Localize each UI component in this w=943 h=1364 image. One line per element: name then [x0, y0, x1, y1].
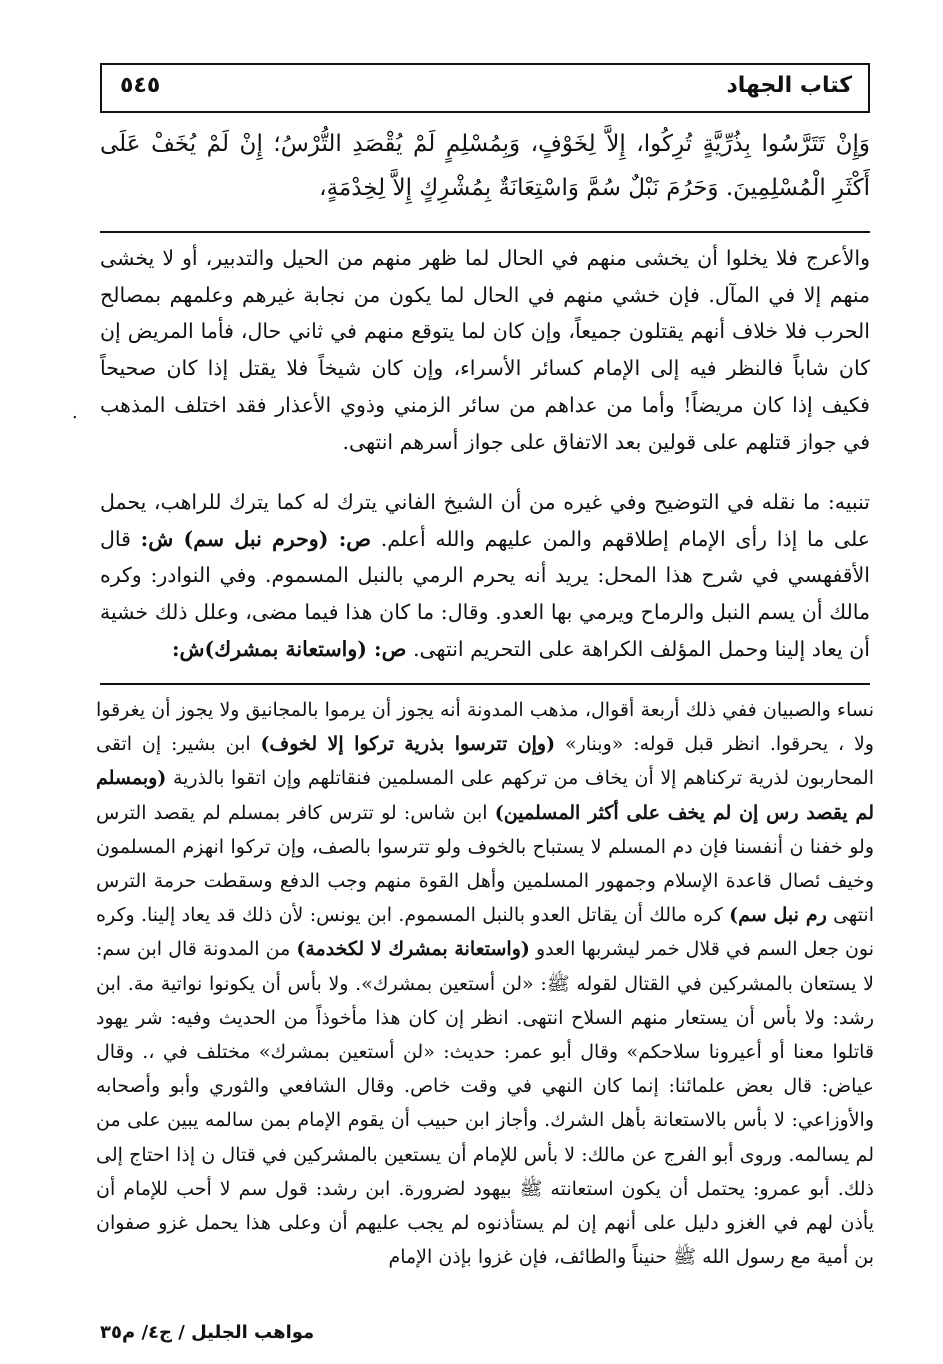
gloss-text-5: من المدونة قال ابن سم: لا يستعان بالمشركين في القتال لقوله ﷺ: «لن أستعين بمشرك». ولا بأس أن يكونوا نواتية مة. ابن رشد: ولا بأس أن يستعار منهم السلاح انتهى. انظر إن كان هذا مأخوذاً من الحديث وفيه: شر يهود قاتلوا معنا أو أعيرونا سلاحكم» وقال أبو عمر: حديث: «لن أستعين بمشرك» مختلف في ،. وقال عياض: قال بعض علمائنا: إنما كان النهي في وقت خاص. وقال الشافعي والثوري وأبو وأصحابه والأوزاعي: لا بأس بالاستعانة بأهل الشرك. وأجاز ابن حبيب أن يقوم الإمام بمن سالمه يبين على من لم يسالمه. وروى أبو الفرج عن مالك: لا بأس للإمام أن يستعين بالمشركين في قتال ن إذا احتاج إلى ذلك. أبو عمرو: يحتمل أن يكون استعانته ﷺ بيهود لضرورة. ابن رشد: قول سم لا أحب للإمام أن يأذن لهم في الغزو دليل على أنهم إن لم يستأذنوه لم يجب عليهم أن وعلى هذا يحمل غزو صفوان بن أمية مع رسول الله ﷺ حنيناً والطائف، فإن غزوا بإذن الإمام — [96, 938, 874, 1269]
gloss-quote-4: (واستعانة بمشرك لا لكخدمة) — [296, 938, 530, 961]
divider-top — [100, 231, 870, 233]
note-text-1: تنبيه: ما نقله في التوضيح وفي غيره من أن الشيخ الفاني يترك له كما يترك للراهب، يحمل على ما إذا رأى الإمام إطلاقهم والمن عليهم والله أعلم. — [100, 490, 871, 551]
note-text-2: قال الأقفهسي في شرح هذا المحل: يريد أنه يحرم الرمي بالنبل المسموم. وفي النوادر: وكره مالك أن يسم النبل والرماح ويرمي بها العدو. وقال: ما كان هذا فيما مضى، وعلل ذلك خشية أن يعاد إلينا وحمل المؤلف الكراهة على التحريم انتهى. — [100, 526, 870, 661]
commentary-paragraph-3 — [96, 693, 874, 1274]
gloss-text-2: ابن بشير: إن اتقى المحاربون لذرية تركناهم إلا أن يخاف من تركهم على المسلمين فنقاتلهم وإن اتقوا بالذرية — [96, 733, 874, 790]
gloss-text-3: ابن شاس: لو تترس كافر بمسلم لم يقصد الترس ولو خفنا ن أنفسنا فإن دم المسلم لا يستباح بالخوف ولو تترسوا بالصف، وإن تركوا انهزم المسلمون وخيف ئصال قاعدة الإسلام وجمهور المسلمين وأهل القوة منهم وجب الدفع وسقطت حرمة الترس انتهى — [96, 801, 874, 927]
gloss-text-4: كره مالك أن يقاتل العدو بالنبل المسموم. ابن يونس: لأن ذلك قد يعاد إلينا. وكره نون جعل السم في قلال خمر ليشربها العدو — [96, 904, 874, 961]
main-text: وَإِنْ تَتَرَّسُوا بِذُرِّيَّةٍ تُرِكُوا، إِلاَّ لِخَوْفٍ، وَبِمُسْلِمٍ لَمْ يُقْصَدِ التُّرْسُ؛ إِنْ لَمْ يُخَفْ عَلَى أَكْثَرِ الْمُسْلِمِينَ. وَحَرُمَ نَبْلٌ سُمَّ وَاسْتِعَانَةٌ بِمُشْرِكٍ إِلاَّ لِخِدْمَةٍ، — [100, 131, 870, 201]
chapter-title: كتاب الجهاد — [726, 73, 852, 98]
gloss-quote-1: (وإن تترسوا بذرية تركوا إلا لخوف) — [260, 733, 556, 756]
gloss-quote-2: (وبمسلم لم يقصد رس إن لم يخف على أكثر المسلمين) — [96, 767, 874, 824]
page-number: ٥٤٥ — [120, 73, 161, 98]
commentary-paragraph-2 — [100, 484, 870, 668]
commentary-paragraph-1: والأعرج فلا يخلوا أن يخشى منهم في الحال لما ظهر منهم من الحيل والتدبير، أو لا يخشى منهم إلا في المآل. فإن خشي منهم في الحال لما يكون من نجابة غيرهم وعلمهم بمصالح الحرب فلا خلاف أنهم يقتلون جميعاً، وإن كان لما يتوقع منهم في ثاني حال، فأما المريض إن كان شاباً فالنظر فيه إلى الإمام كسائر الأسراء، وإن كان شيخاً فلا يقتل إذا كان صحيحاً فكيف إذا كان مريضاً! وأما من عداهم من سائر الزمني وذوي الأعذار فقد اختلف المذهب في جواز قتلهم على قولين بعد الاتفاق على جواز أسرهم انتهى. — [100, 246, 870, 454]
divider-bottom — [100, 683, 870, 685]
gloss-quote-3: رم نبل سم) — [729, 904, 827, 927]
gloss-text-1: نساء والصبيان ففي ذلك أربعة أقوال، مذهب المدونة أنه يجوز أن يرموا بالمجانيق ولا يجوز أن يغرقوا ولا ، يحرقوا. انظر قبل قوله: «وبنار» — [96, 699, 874, 756]
margin-mark: . — [72, 402, 78, 423]
page-footer: مواهب الجليل / ج٤/ م٣٥ — [100, 1322, 315, 1343]
quote-label-2: ص: (واستعانة بمشرك)ش: — [171, 636, 407, 661]
running-header — [100, 63, 870, 113]
quote-label-1: ص: (وحرم نبل سم) ش: — [140, 526, 372, 551]
